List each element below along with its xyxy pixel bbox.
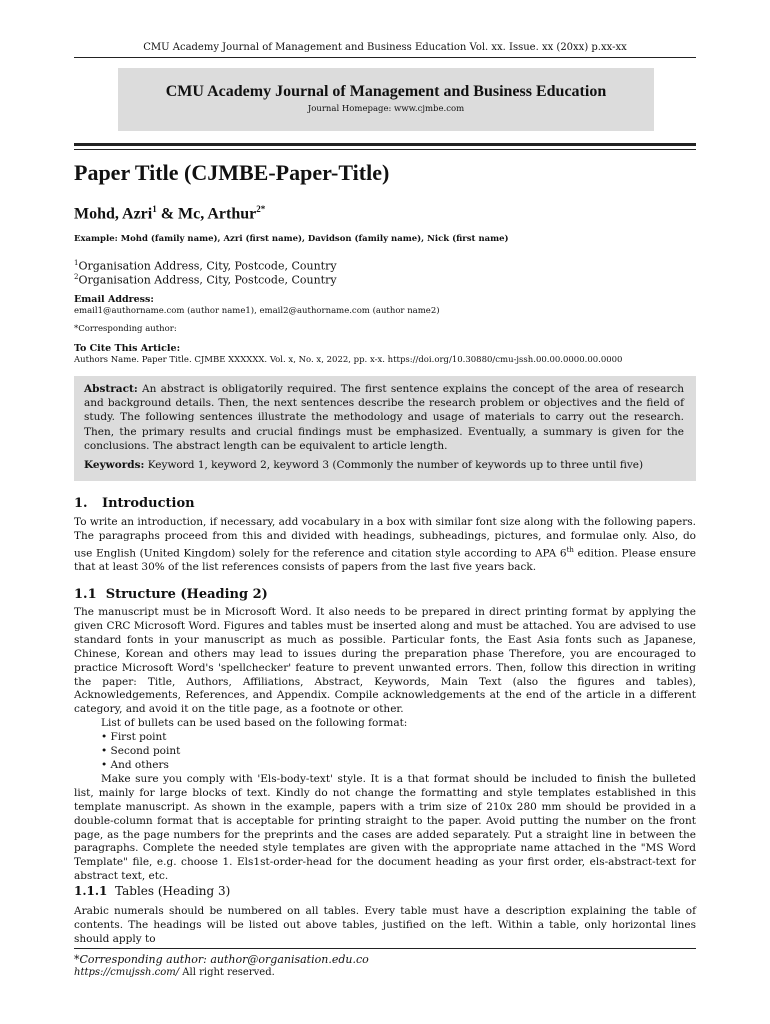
corresponding-author: *Corresponding author: bbox=[74, 324, 177, 334]
keywords bbox=[84, 458, 684, 472]
structure-paragraph-1: The manuscript must be in Microsoft Word. It also needs to be prepared in direct printing format by applying the given CRC Microsoft Word. Figures and tables must be inserted along and must be attached. You are advised to use standard fonts in your manuscript as much as possible. Particular fonts, the East Asia fonts such as Japanese, Chinese, Korean and others may lead to issues during the preparation phase Therefore, you are encouraged to practice Microsoft Word's 'spellchecker' feature to prevent unwanted errors. Then, follow this direction in writing the paper: Title, Authors, Affiliations, Abstract, Keywords, Main Text (also the figures and tables), Acknowledgements, References, and Appendix. Compile acknowledgements at the end of the article in a different category, and avoid it on the title page, as a footnote or other. bbox=[74, 606, 696, 716]
author-line bbox=[74, 204, 265, 223]
affiliation-2-text: Organisation Address, City, Postcode, Country bbox=[78, 273, 337, 287]
title-rule-thick bbox=[74, 143, 696, 146]
section-heading-tables bbox=[74, 884, 230, 898]
keywords-text: Keyword 1, keyword 2, keyword 3 (Commonly the number of keywords up to three until five) bbox=[147, 459, 644, 472]
footer-rule bbox=[74, 948, 696, 949]
intro-text-sup: th bbox=[566, 545, 574, 554]
email-label: Email Address: bbox=[74, 294, 154, 305]
cite-text: Authors Name. Paper Title. CJMBE XXXXXX. Vol. x, No. x, 2022, pp. x-x. https://doi.org/10.30880/cmu-jssh.00.00.0000.00.0000 bbox=[74, 355, 623, 365]
introduction-paragraph bbox=[74, 516, 696, 575]
journal-banner bbox=[118, 68, 654, 131]
title-rule-thin bbox=[74, 149, 696, 150]
subsection-title: Structure (Heading 2) bbox=[105, 587, 268, 602]
abstract-box bbox=[74, 376, 696, 481]
section-number: 1. bbox=[74, 496, 88, 511]
section-title: Introduction bbox=[102, 496, 195, 511]
subsubsection-title: Tables (Heading 3) bbox=[115, 884, 231, 898]
structure-body bbox=[74, 606, 696, 884]
footer-corresponding: *Corresponding author: author@organisation.edu.co bbox=[74, 953, 369, 966]
header-rule bbox=[74, 57, 696, 58]
abstract-label: Abstract: bbox=[84, 383, 138, 395]
tables-paragraph: Arabic numerals should be numbered on all tables. Every table must have a description explaining the table of contents. The headings will be listed out above tables, justified on the left. Within a table, only horizontal lines should apply to bbox=[74, 905, 696, 945]
affiliation-1-text: Organisation Address, City, Postcode, Country bbox=[78, 259, 337, 273]
cite-label: To Cite This Article: bbox=[74, 343, 181, 354]
list-item: • Second point bbox=[101, 745, 181, 758]
keywords-label: Keywords: bbox=[84, 459, 145, 472]
footer-rights: All right reserved. bbox=[179, 967, 275, 978]
author-1-sup: 1 bbox=[152, 204, 157, 214]
email-text: email1@authorname.com (author name1), email2@authorname.com (author name2) bbox=[74, 306, 440, 316]
affiliation-1 bbox=[74, 259, 337, 273]
affiliation-1-sup: 1 bbox=[74, 259, 79, 267]
author-2: & Mc, Arthur bbox=[156, 205, 257, 223]
author-1: Mohd, Azri bbox=[74, 205, 153, 223]
running-head: CMU Academy Journal of Management and Business Education Vol. xx. Issue. xx (20xx) p.xx-xx bbox=[143, 42, 627, 53]
section-heading-structure bbox=[74, 587, 268, 602]
affiliation-2-sup: 2 bbox=[74, 273, 79, 281]
intro-text-b: edition. Please ensure that at least 30% of the list references consists of papers from the last five years back. bbox=[74, 547, 696, 574]
journal-homepage: Journal Homepage: www.cjmbe.com bbox=[307, 104, 465, 114]
section-heading-introduction bbox=[74, 496, 195, 511]
author-example: Example: Mohd (family name), Azri (first name), Davidson (family name), Nick (first name) bbox=[74, 234, 509, 244]
list-item: • And others bbox=[101, 758, 169, 771]
intro-text-a: To write an introduction, if necessary, add vocabulary in a box with similar font size along with the following papers. The paragraphs proceed from this and divided with headings, subheadings, pictures, and formulae only. Also, do use English (United Kingdom) solely for the reference and citation style according to APA 6 bbox=[74, 516, 696, 560]
list-item: • First point bbox=[101, 731, 167, 744]
affiliation-2 bbox=[74, 273, 337, 287]
author-2-sup: 2* bbox=[256, 204, 266, 214]
subsection-number: 1.1 bbox=[74, 587, 97, 602]
paper-title: Paper Title (CJMBE-Paper-Title) bbox=[74, 160, 390, 185]
abstract bbox=[84, 382, 684, 453]
structure-paragraph-2: Make sure you comply with 'Els-body-text' style. It is a that format should be included to finish the bulleted list, mainly for large blocks of text. Kindly do not change the formatting and style templates established in this template manuscript. As shown in the example, papers with a trim size of 210x 280 mm should be provided in a double-column format that is acceptable for printing straight to the paper. Avoid putting the number on the front page, as the page numbers for the preprints and the cases are added separately. Put a straight line in between the paragraphs. Complete the needed style templates are given with the appropriate name attached in the "MS Word Template" file, e.g. choose 1. Els1st-order-head for the document heading as your first order, els-abstract-text for abstract text, etc. bbox=[74, 772, 696, 883]
footer-copyright bbox=[74, 967, 275, 978]
journal-title: CMU Academy Journal of Management and Business Education bbox=[165, 83, 607, 100]
subsubsection-number: 1.1.1 bbox=[74, 884, 108, 898]
abstract-text: An abstract is obligatorily required. The first sentence explains the concept of the area of research and background details. Then, the next sentences describe the research problem or objectives and the field of study. The following sentences illustrate the methodology and usage of materials to carry out the research. Then, the primary results and crucial findings must be emphasized. Eventually, a summary is given for the conclusions. The abstract length can be equivalent to article length. bbox=[84, 383, 684, 452]
bullets-intro: List of bullets can be used based on the following format: bbox=[101, 717, 408, 730]
footer-url: https://cmujssh.com/ bbox=[74, 967, 180, 978]
